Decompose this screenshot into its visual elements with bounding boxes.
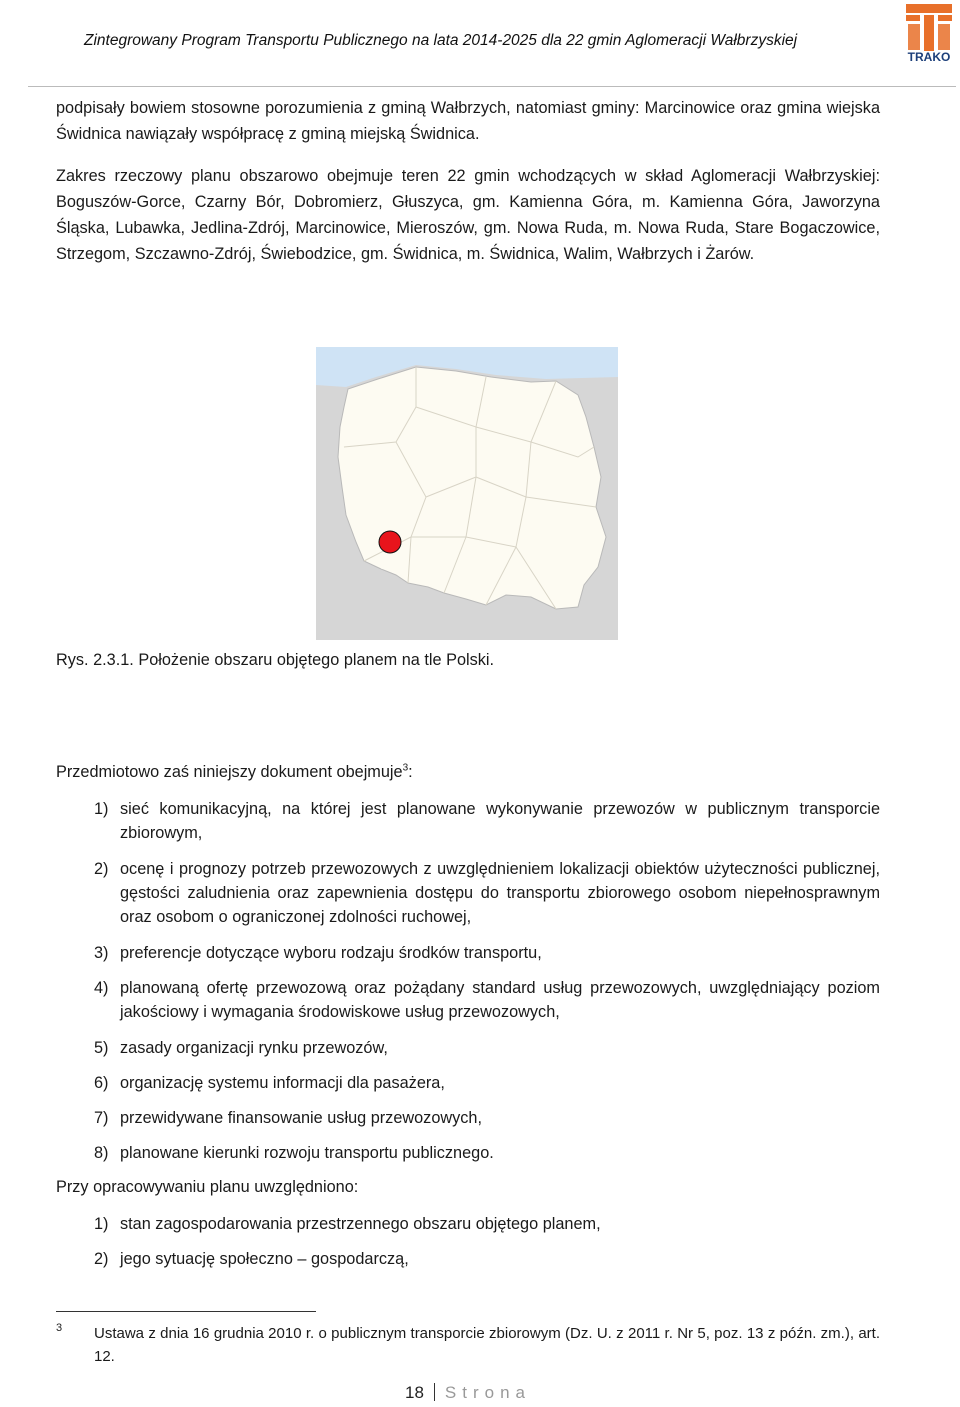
footnote-divider	[56, 1311, 316, 1312]
list-number: 2)	[94, 860, 109, 878]
footer-separator	[434, 1383, 435, 1401]
list-item	[94, 1141, 880, 1165]
lead-tail: :	[408, 763, 413, 781]
figure-caption: Rys. 2.3.1. Położenie obszaru objętego planem na tle Polski.	[56, 651, 495, 669]
list-number: 6)	[94, 1074, 109, 1092]
list-item	[94, 1106, 880, 1130]
footnote-number: 3	[56, 1322, 63, 1334]
list-text: przewidywane finansowanie usług przewozowych,	[120, 1109, 482, 1127]
list-text: ocenę i prognozy potrzeb przewozowych z uwzględnieniem lokalizacji obiektów użyteczności publicznej, gęstości zaludnienia oraz zapewnienia dostępu do transportu zbiorowego osobom niepełnosprawnym oraz osobom o ograniczonej zdolności ruchowej,	[120, 860, 880, 926]
footnote-text: Ustawa z dnia 16 grudnia 2010 r. o publicznym transporcie zbiorowym (Dz. U. z 2011 r. Nr 5, poz. 13 z późn. zm.), art. 12.	[94, 1325, 880, 1365]
study-area-marker	[379, 531, 401, 553]
list-item	[94, 976, 880, 1024]
list-item	[94, 857, 880, 929]
trako-logo	[902, 2, 956, 64]
page-word: Strona	[444, 1383, 532, 1402]
list-number: 8)	[94, 1144, 109, 1162]
list-number: 7)	[94, 1109, 109, 1127]
list-text: planowane kierunki rozwoju transportu publicznego.	[120, 1144, 494, 1162]
paragraph-2: Zakres rzeczowy planu obszarowo obejmuje teren 22 gmin wchodzących w skład Aglomeracji Wałbrzyskiej: Boguszów-Gorce, Czarny Bór, Dobromierz, Głuszyca, gm. Kamienna Góra, m. Kamienna Góra, Jaworzyna Śląska, Lubawka, Jedlina-Zdrój, Marcinowice, Mieroszów, gm. Nowa Ruda, m. Nowa Ruda, Stare Bogaczowice, Strzegom, Szczawno-Zdrój, Świebodzice, gm. Świdnica, m. Świdnica, Walim, Wałbrzych i Żarów.	[56, 167, 880, 263]
logo-text: TRAKO	[907, 50, 951, 64]
list-number: 3)	[94, 944, 109, 962]
page-number: 18	[405, 1383, 424, 1402]
list-text: planowaną ofertę przewozową oraz pożądany standard usług przewozowych, uwzględniający poziom jakościowy i wymagania środowiskowe usług przewozowych,	[120, 979, 880, 1021]
list-item	[94, 1071, 880, 1095]
list-text: jego sytuację społeczno – gospodarczą,	[120, 1250, 409, 1268]
list-text: organizację systemu informacji dla pasażera,	[120, 1074, 445, 1092]
list-text: preferencje dotyczące wyboru rodzaju środków transportu,	[120, 944, 542, 962]
list-number: 5)	[94, 1039, 109, 1057]
list-number: 1)	[94, 1215, 109, 1233]
list-item	[94, 1247, 880, 1271]
poland-location-map	[316, 347, 618, 640]
list-item	[94, 941, 880, 965]
header-divider	[28, 86, 956, 87]
list-text: zasady organizacji rynku przewozów,	[120, 1039, 388, 1057]
lead-paragraph-2: Przy opracowywaniu planu uwzględniono:	[56, 1178, 359, 1196]
lead-paragraph-1	[56, 763, 413, 782]
lead-text: Przedmiotowo zaś niniejszy dokument obejmuje	[56, 763, 403, 781]
list-number: 4)	[94, 979, 109, 997]
list-item	[94, 1036, 880, 1060]
paragraph-1: podpisały bowiem stosowne porozumienia z gminą Wałbrzych, natomiast gminy: Marcinowice oraz gmina wiejska Świdnica nawiązały współpracę z gminą miejską Świdnica.	[56, 99, 880, 143]
page-footer	[405, 1383, 531, 1403]
footnote-ref[interactable]: 3	[402, 762, 409, 774]
list-number: 2)	[94, 1250, 109, 1268]
list-text: stan zagospodarowania przestrzennego obszaru objętego planem,	[120, 1215, 601, 1233]
list-number: 1)	[94, 800, 109, 818]
list-text: sieć komunikacyjną, na której jest planowane wykonywanie przewozów w publicznym transporcie zbiorowym,	[120, 800, 880, 842]
list-item	[94, 797, 880, 845]
running-header: Zintegrowany Program Transportu Publicznego na lata 2014-2025 dla 22 gmin Aglomeracji Wałbrzyskiej	[84, 32, 798, 49]
list-item	[94, 1212, 880, 1236]
